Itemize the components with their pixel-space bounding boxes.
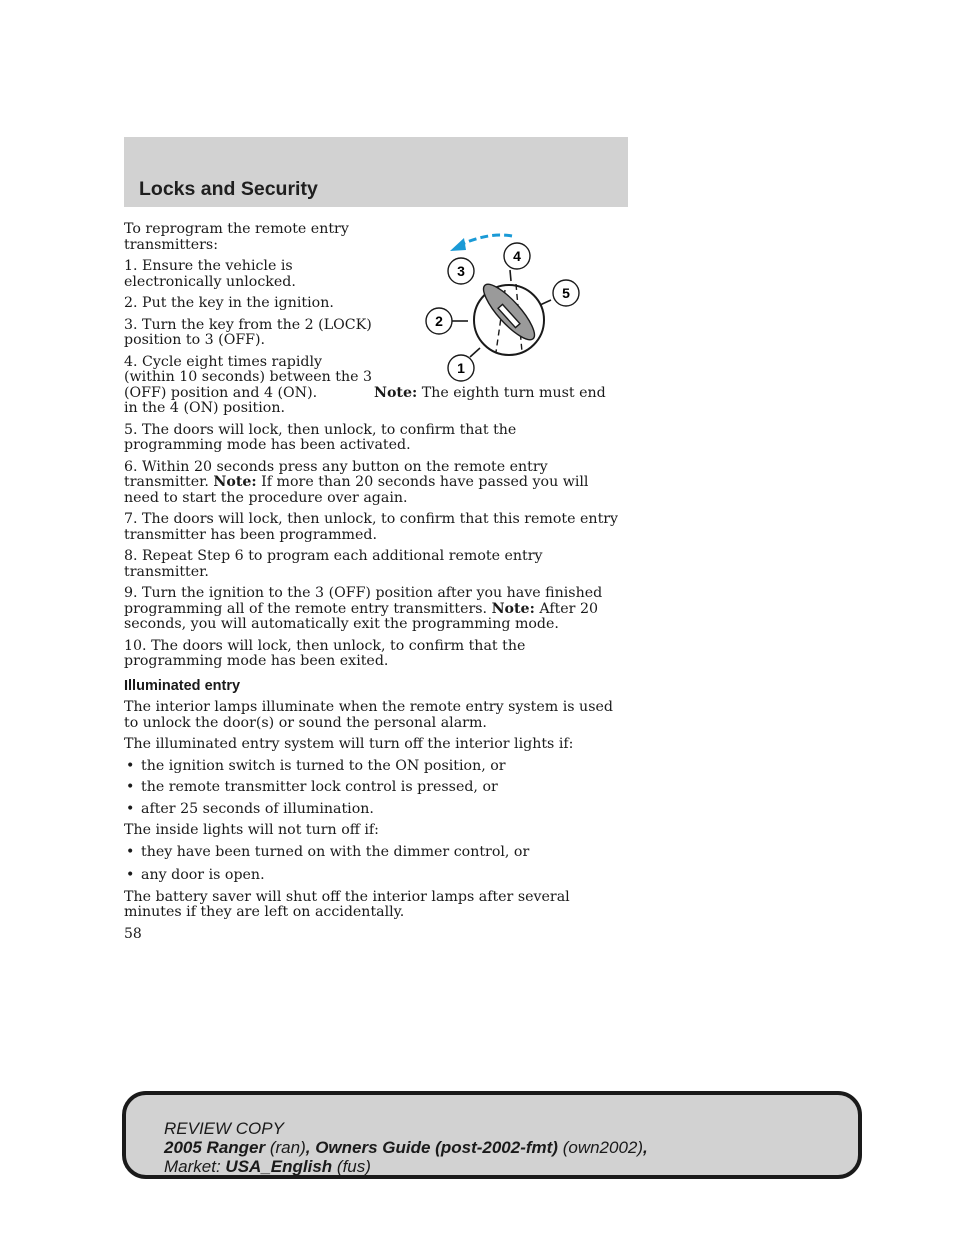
- svg-text:5: 5: [562, 285, 570, 301]
- step-4-main: 4. Cycle eight times rapidly (within 10 seconds) between the 3 (OFF) position and 4 (ON).: [124, 353, 373, 401]
- step-9-note-label: Note:: [491, 600, 535, 617]
- intro-text: To reprogram the remote entry transmitters:: [124, 221, 349, 253]
- step-6-main: 6. Within 20 seconds press any button on the remote entry transmitter.: [124, 458, 548, 490]
- step-9: [124, 586, 619, 633]
- list-item: • after 25 seconds of illumination.: [126, 800, 374, 817]
- footer-line-1: REVIEW COPY: [164, 1119, 284, 1138]
- step-7: 7. The doors will lock, then unlock, to confirm that this remote entry transmitter has been programmed.: [124, 511, 619, 543]
- svg-text:1: 1: [457, 360, 465, 376]
- list-item: • they have been turned on with the dimmer control, or: [126, 843, 530, 860]
- illuminated-p3: The inside lights will not turn off if:: [124, 822, 379, 838]
- illuminated-p4: The battery saver will shut off the interior lamps after several minutes if they are left on accidentally.: [124, 888, 570, 920]
- illuminated-entry-heading: Illuminated entry: [124, 677, 241, 694]
- bullet-glyph: •: [126, 757, 135, 774]
- page-number: 58: [124, 926, 142, 942]
- section-title: Locks and Security: [139, 178, 318, 200]
- bullet-glyph: •: [126, 779, 135, 795]
- step-2: 2. Put the key in the ignition.: [124, 295, 334, 311]
- footer-line-3: Market: USA_English (fus): [164, 1157, 371, 1176]
- step-9-main: 9. Turn the ignition to the 3 (OFF) position after you have finished programming all of the remote entry transmitters.: [124, 585, 603, 617]
- step-1: 1. Ensure the vehicle is electronically unlocked.: [124, 258, 296, 290]
- step-3: 3. Turn the key from the 2 (LOCK) position to 3 (OFF).: [124, 316, 372, 348]
- svg-text:2: 2: [435, 313, 443, 329]
- bullet-glyph: •: [126, 800, 135, 817]
- section-header-band: [124, 137, 628, 207]
- step-6-note-label: Note:: [213, 474, 257, 490]
- review-copy-footer: [122, 1091, 862, 1179]
- list-item: • any door is open.: [126, 867, 265, 883]
- step-9-note: After 20 seconds, you will automatically exit the programming mode.: [124, 600, 599, 632]
- svg-text:4: 4: [513, 248, 521, 264]
- body-content: [124, 222, 619, 927]
- step-4: [124, 355, 619, 417]
- bullet-glyph: •: [126, 843, 135, 860]
- illuminated-p2: The illuminated entry system will turn off the interior lights if:: [124, 736, 574, 752]
- list-item: • the ignition switch is turned to the ON position, or: [126, 757, 506, 774]
- svg-text:3: 3: [457, 263, 465, 279]
- step-10: 10. The doors will lock, then unlock, to confirm that the programming mode has been exited.: [124, 637, 526, 669]
- list-item: • the remote transmitter lock control is pressed, or: [126, 779, 498, 795]
- step-6: [124, 460, 619, 507]
- footer-line-2: 2005 Ranger (ran), Owners Guide (post-2002-fmt) (own2002),: [164, 1138, 648, 1157]
- illuminated-p1: The interior lamps illuminate when the remote entry system is used to unlock the door(s) or sound the personal alarm.: [124, 699, 613, 731]
- step-4-note-label: Note:: [374, 384, 418, 401]
- step-8: 8. Repeat Step 6 to program each additional remote entry transmitter.: [124, 548, 543, 580]
- step-5: 5. The doors will lock, then unlock, to confirm that the programming mode has been activated.: [124, 421, 517, 453]
- footer-text: [164, 1119, 648, 1176]
- step-4-note: The eighth turn must end in the 4 (ON) position.: [124, 384, 606, 416]
- bullet-glyph: •: [126, 867, 135, 883]
- step-6-note: If more than 20 seconds have passed you will need to start the procedure over again.: [124, 474, 589, 506]
